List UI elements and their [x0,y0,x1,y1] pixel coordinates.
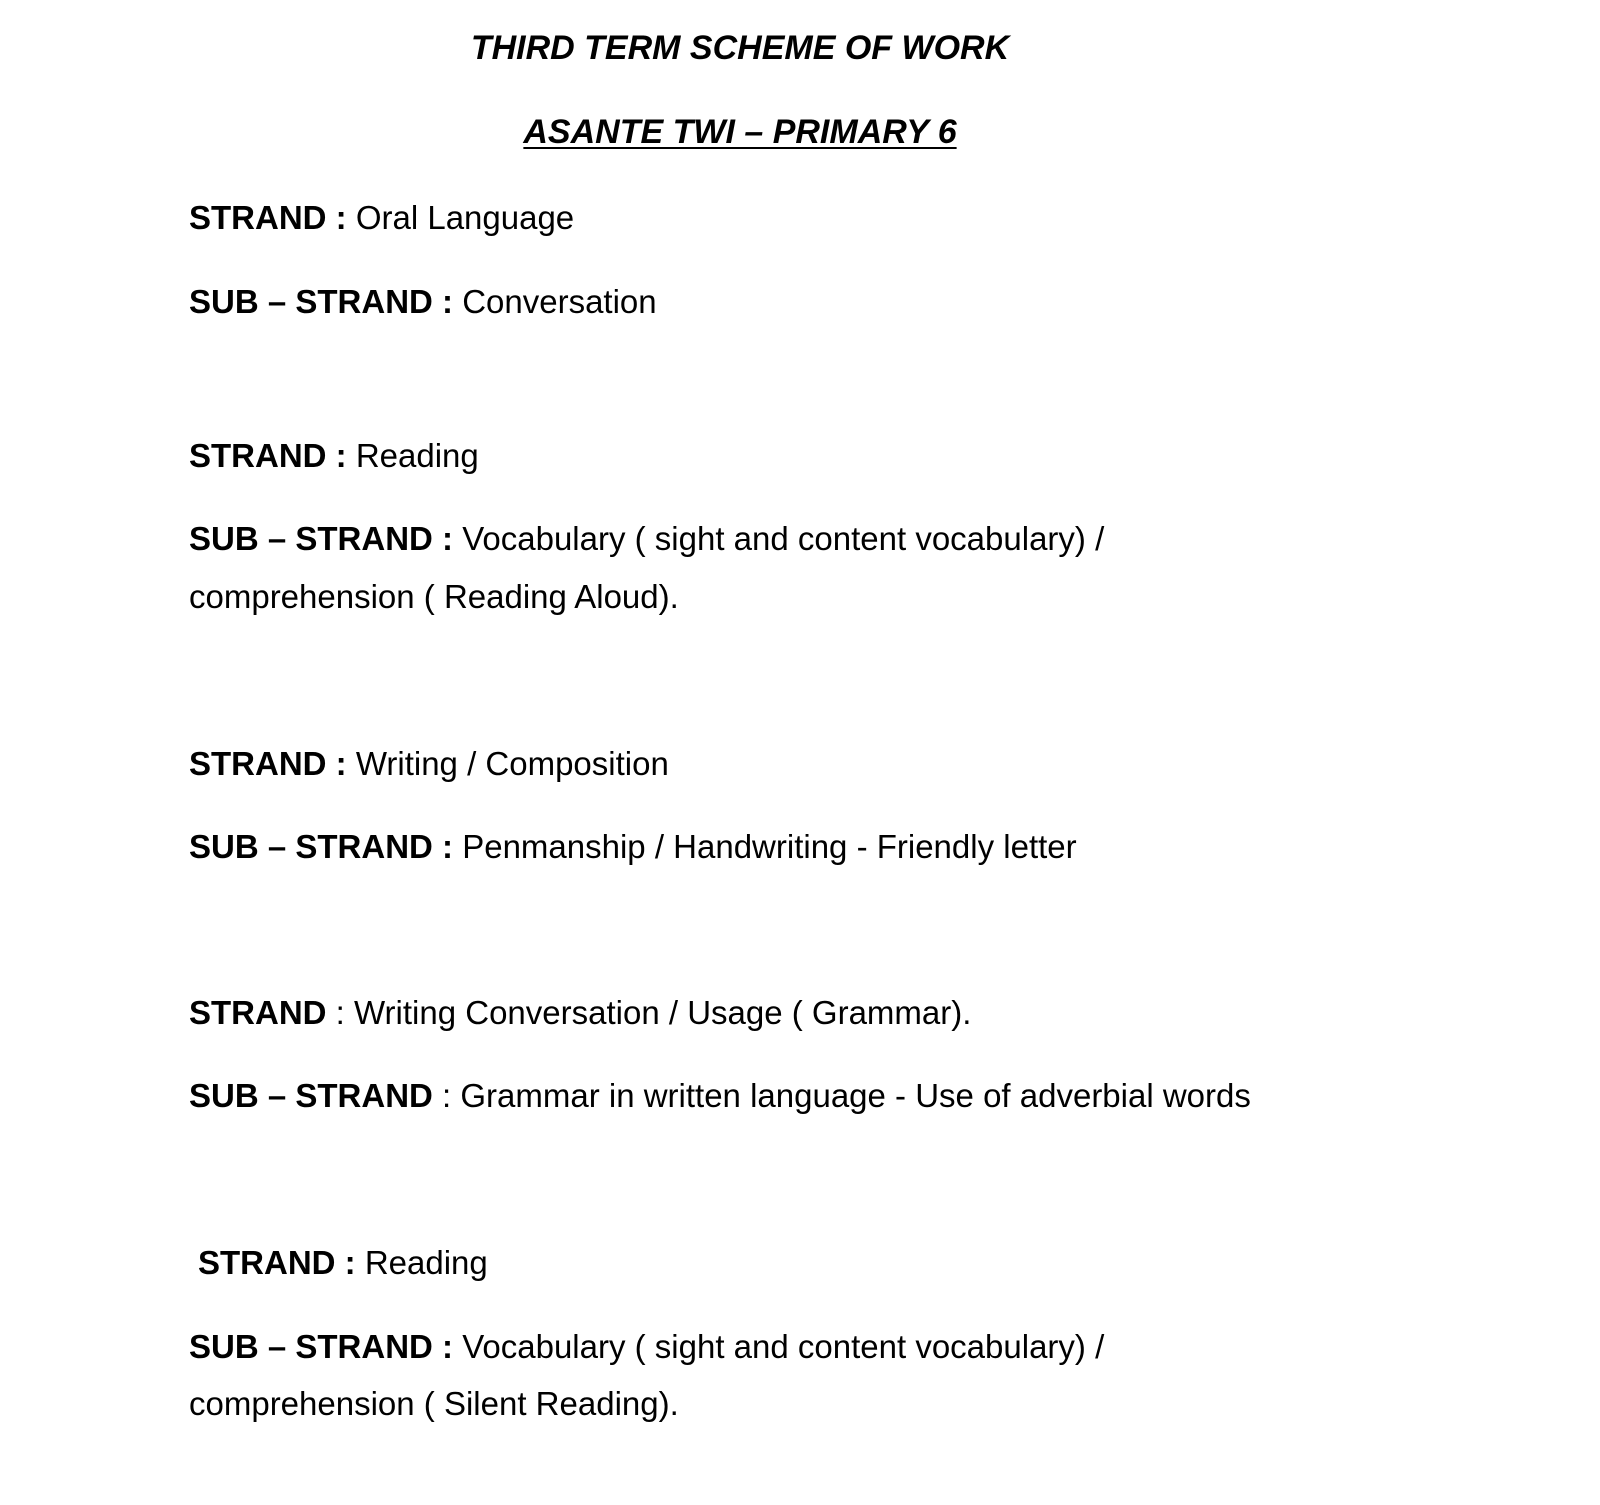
strand-value: Oral Language [346,199,575,236]
page-subtitle: ASANTE TWI – PRIMARY 6 [523,113,957,151]
sub-strand-label: SUB – STRAND [189,1077,433,1114]
strand-label: STRAND : [198,1244,356,1281]
strand-line-writing-conversation [189,993,971,1033]
sub-strand-line-penmanship [189,827,1077,867]
sub-strand-label: SUB – STRAND : [189,1328,454,1365]
sub-strand-continuation: comprehension ( Reading Aloud). [189,578,679,615]
strand-line-writing-composition [189,744,669,784]
sub-strand-value: : Grammar in written language - Use of adverbial words [432,1077,1251,1114]
strand-value: Reading [346,437,479,474]
sub-strand-value: Penmanship / Handwriting - Friendly letter [453,828,1077,865]
sub-strand-value: Vocabulary ( sight and content vocabulary) / [453,1328,1105,1365]
sub-strand-label: SUB – STRAND : [189,520,454,557]
sub-strand-line-grammar [189,1076,1251,1116]
strand-value: : Writing Conversation / Usage ( Grammar). [326,994,972,1031]
sub-strand-value: Vocabulary ( sight and content vocabulary) / [453,520,1105,557]
strand-label: STRAND : [189,199,347,236]
sub-strand-continuation: comprehension ( Silent Reading). [189,1385,679,1422]
strand-label: STRAND : [189,745,347,782]
sub-strand-label: SUB – STRAND : [189,283,454,320]
sub-strand-label: SUB – STRAND : [189,828,454,865]
strand-line-reading [189,436,479,476]
sub-strand-line-vocabulary-aloud [189,519,1104,559]
strand-value: Reading [355,1244,488,1281]
strand-label: STRAND : [189,437,347,474]
sub-strand-line-vocabulary-silent [189,1327,1104,1367]
sub-strand-line-conversation [189,282,657,322]
page-title: THIRD TERM SCHEME OF WORK [470,29,1010,67]
strand-line-oral-language [189,198,574,238]
strand-label: STRAND [189,994,327,1031]
strand-line-reading-2 [198,1243,488,1283]
strand-value: Writing / Composition [346,745,669,782]
sub-strand-value: Conversation [453,283,657,320]
